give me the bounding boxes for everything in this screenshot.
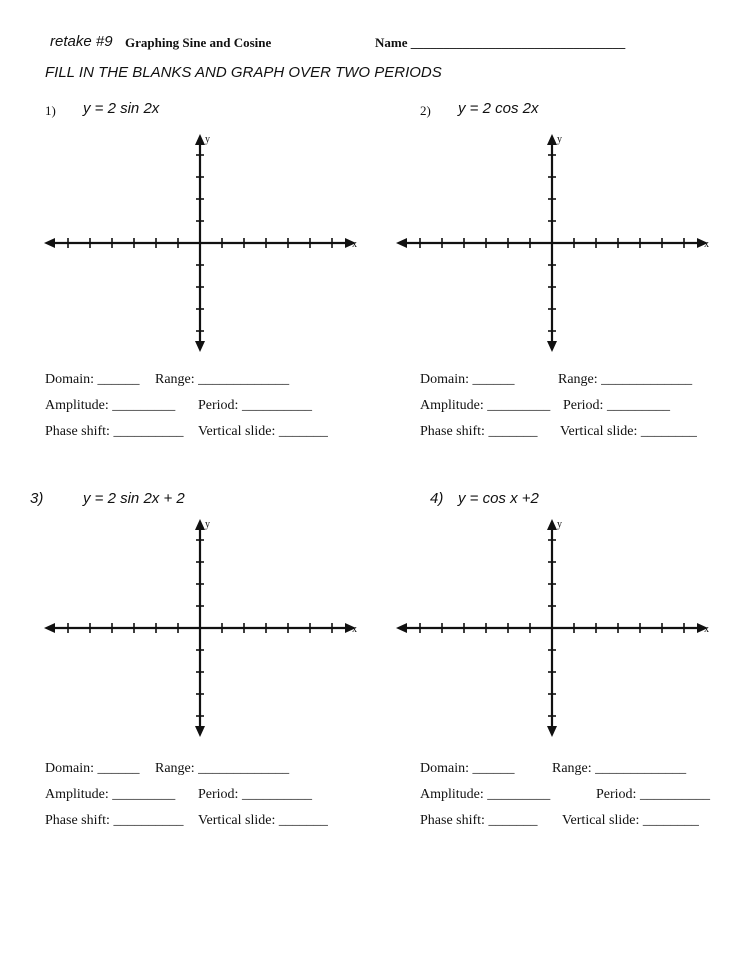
range-blank[interactable]: Range: _____________ (552, 761, 687, 776)
period-blank[interactable]: Period: _________ (563, 398, 670, 413)
y-axis-label: y (557, 519, 562, 530)
x-axis-label: x (704, 624, 709, 635)
domain-blank[interactable]: Domain: ______ (420, 761, 515, 776)
range-blank[interactable]: Range: _____________ (155, 372, 290, 387)
y-axis-arrow-top (547, 134, 557, 145)
vertical-slide-blank[interactable]: Vertical slide: _______ (198, 813, 328, 828)
problem-number: 4) (430, 490, 444, 507)
problem-number: 1) (45, 103, 56, 118)
amplitude-blank[interactable]: Amplitude: _________ (420, 398, 551, 413)
x-axis-label: x (352, 239, 357, 250)
y-axis-arrow-top (195, 134, 205, 145)
worksheet-title: Graphing Sine and Cosine (125, 35, 272, 50)
amplitude-blank[interactable]: Amplitude: _________ (45, 398, 176, 413)
range-blank[interactable]: Range: _____________ (155, 761, 290, 776)
y-axis-arrow-bottom (195, 341, 205, 352)
range-blank[interactable]: Range: _____________ (558, 372, 693, 387)
retake-label: retake #9 (50, 33, 113, 50)
amplitude-blank[interactable]: Amplitude: _________ (45, 787, 176, 802)
period-blank[interactable]: Period: __________ (596, 787, 710, 802)
coordinate-grid[interactable] (392, 133, 712, 353)
problem-equation: y = 2 cos 2x (458, 100, 539, 117)
problem-equation: y = 2 sin 2x + 2 (83, 490, 185, 507)
x-axis-arrow-left (396, 623, 407, 633)
vertical-slide-blank[interactable]: Vertical slide: ________ (562, 813, 699, 828)
vertical-slide-blank[interactable]: Vertical slide: _______ (198, 424, 328, 439)
amplitude-blank[interactable]: Amplitude: _________ (420, 787, 551, 802)
name-field[interactable]: Name _________________________________ (375, 35, 626, 50)
y-axis-arrow-top (195, 519, 205, 530)
y-axis-label: y (557, 134, 562, 145)
phase-shift-blank[interactable]: Phase shift: _______ (420, 813, 538, 828)
x-axis-arrow-left (44, 238, 55, 248)
instructions: FILL IN THE BLANKS AND GRAPH OVER TWO PERIODS (45, 64, 442, 81)
x-axis-label: x (704, 239, 709, 250)
y-axis-arrow-top (547, 519, 557, 530)
phase-shift-blank[interactable]: Phase shift: __________ (45, 424, 184, 439)
y-axis-arrow-bottom (547, 341, 557, 352)
y-axis-arrow-bottom (547, 726, 557, 737)
phase-shift-blank[interactable]: Phase shift: __________ (45, 813, 184, 828)
domain-blank[interactable]: Domain: ______ (45, 372, 140, 387)
y-axis-arrow-bottom (195, 726, 205, 737)
problem-equation: y = 2 sin 2x (83, 100, 160, 117)
x-axis-arrow-left (44, 623, 55, 633)
domain-blank[interactable]: Domain: ______ (45, 761, 140, 776)
problem-number: 3) (30, 490, 44, 507)
problem-number: 2) (420, 103, 431, 118)
vertical-slide-blank[interactable]: Vertical slide: ________ (560, 424, 697, 439)
period-blank[interactable]: Period: __________ (198, 787, 312, 802)
phase-shift-blank[interactable]: Phase shift: _______ (420, 424, 538, 439)
coordinate-grid[interactable] (40, 518, 360, 738)
coordinate-grid[interactable] (40, 133, 360, 353)
y-axis-label: y (205, 519, 210, 530)
x-axis-arrow-left (396, 238, 407, 248)
period-blank[interactable]: Period: __________ (198, 398, 312, 413)
problem-equation: y = cos x +2 (458, 490, 539, 507)
domain-blank[interactable]: Domain: ______ (420, 372, 515, 387)
y-axis-label: y (205, 134, 210, 145)
coordinate-grid[interactable] (392, 518, 712, 738)
x-axis-label: x (352, 624, 357, 635)
